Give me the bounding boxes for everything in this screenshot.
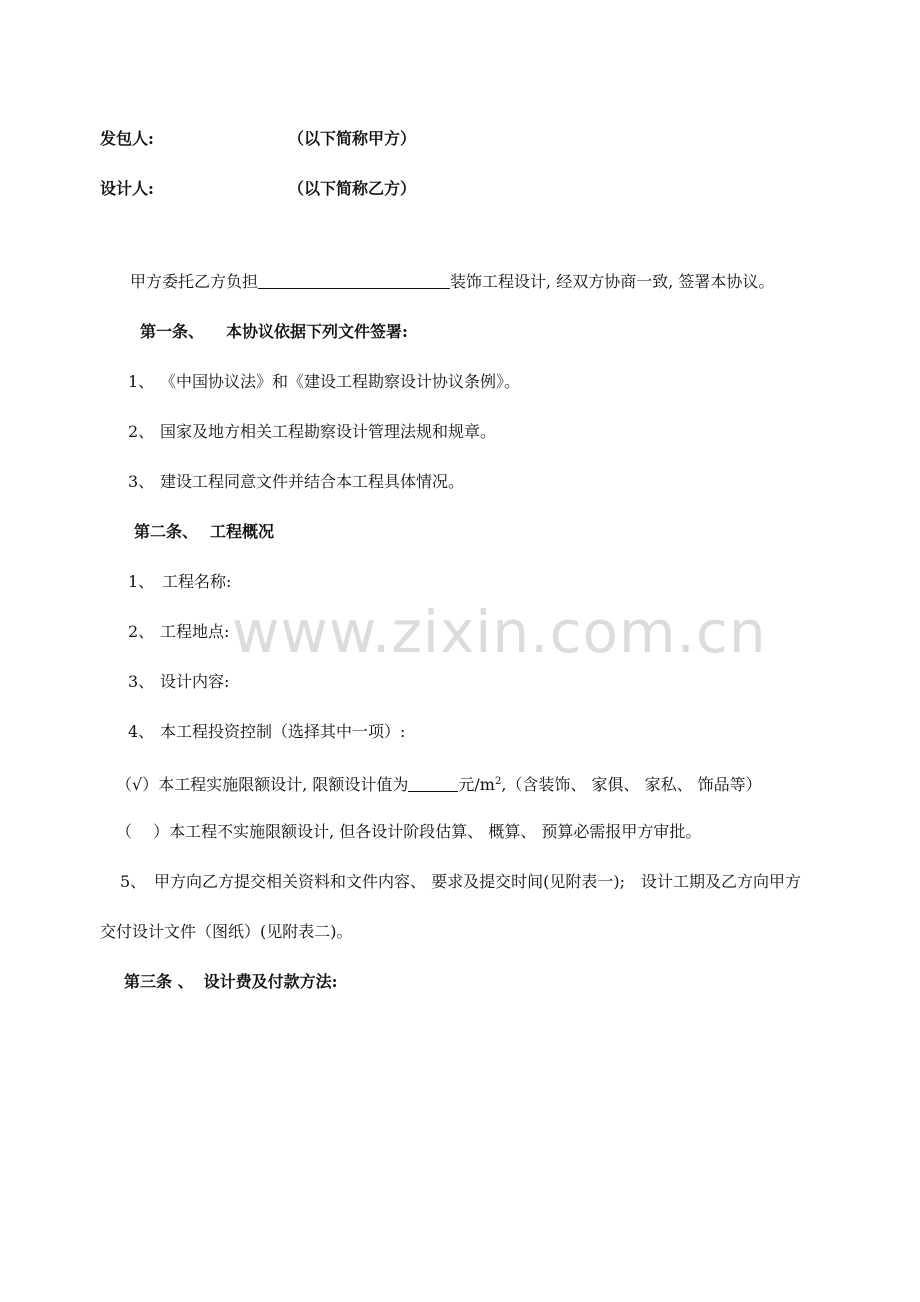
item-text: 设计内容: (160, 672, 230, 691)
article-2-item-5-continued: 交付设计文件（图纸）(见附表二)。 (100, 922, 353, 941)
item-number: 3、 (128, 472, 155, 491)
article-2-item (128, 572, 231, 592)
article-2-item-5 (120, 872, 801, 892)
article-2-title: 工程概况 (210, 522, 275, 541)
article-3-number: 第三条 、 (124, 972, 194, 991)
article-2-heading (134, 522, 274, 542)
item-number: 2、 (128, 622, 155, 641)
article-2-item (128, 722, 405, 742)
project-name-blank (258, 272, 450, 289)
investment-option-limited (116, 772, 762, 795)
watermark: www.zixin.com.cn (232, 598, 767, 666)
article-2-item (128, 672, 229, 692)
item-text: 工程名称: (162, 572, 232, 591)
item-text: 甲方向乙方提交相关资料和文件内容、 要求及提交时间(见附表一); 设计工期及乙方向甲方 (154, 872, 801, 891)
item-text: 《中国协议法》和《建设工程勘察设计协议条例》。 (160, 372, 521, 391)
article-1-heading (140, 322, 408, 342)
article-1-item (128, 422, 496, 442)
article-2-number: 第二条、 (134, 522, 199, 541)
item-number: 1、 (128, 572, 155, 591)
designer-label: 设计人: (100, 179, 154, 198)
limit-value-blank (408, 775, 458, 792)
option-limited-unit: 元/m (458, 775, 495, 794)
article-3-title: 设计费及付款方法: (203, 972, 338, 991)
item-number: 2、 (128, 422, 155, 441)
article-3-heading (124, 972, 338, 992)
article-1-number: 第一条、 (140, 322, 205, 341)
item-text: 国家及地方相关工程勘察设计管理法规和规章。 (160, 422, 497, 441)
intro-after: 装饰工程设计, 经双方协商一致, 签署本协议。 (450, 272, 775, 291)
item-text: 本工程投资控制（选择其中一项）: (160, 722, 406, 741)
option-limited-text: （√）本工程实施限额设计, 限额设计值为 (116, 775, 409, 794)
item-number: 5、 (120, 872, 147, 891)
article-1-item (128, 472, 464, 492)
item-text: 工程地点: (160, 622, 230, 641)
client-label: 发包人: (100, 129, 154, 148)
investment-option-unlimited: （ ）本工程不实施限额设计, 但各设计阶段估算、 概算、 预算必需报甲方审批。 (116, 822, 702, 841)
option-limited-scope: ,（含装饰、 家俱、 家私、 饰品等） (501, 775, 762, 794)
item-text: 建设工程同意文件并结合本工程具体情况。 (160, 472, 465, 491)
article-1-title: 本协议依据下列文件签署: (226, 322, 408, 341)
designer-note: （以下简称乙方） (288, 179, 417, 198)
article-2-item (128, 622, 229, 642)
intro-paragraph (130, 272, 774, 292)
client-note: （以下简称甲方） (288, 129, 417, 148)
unit-superscript: 2 (494, 776, 502, 787)
item-number: 3、 (128, 672, 155, 691)
item-number: 4、 (128, 722, 155, 741)
article-1-item (128, 372, 520, 392)
item-number: 1、 (128, 372, 155, 391)
intro-before: 甲方委托乙方负担 (130, 272, 259, 291)
